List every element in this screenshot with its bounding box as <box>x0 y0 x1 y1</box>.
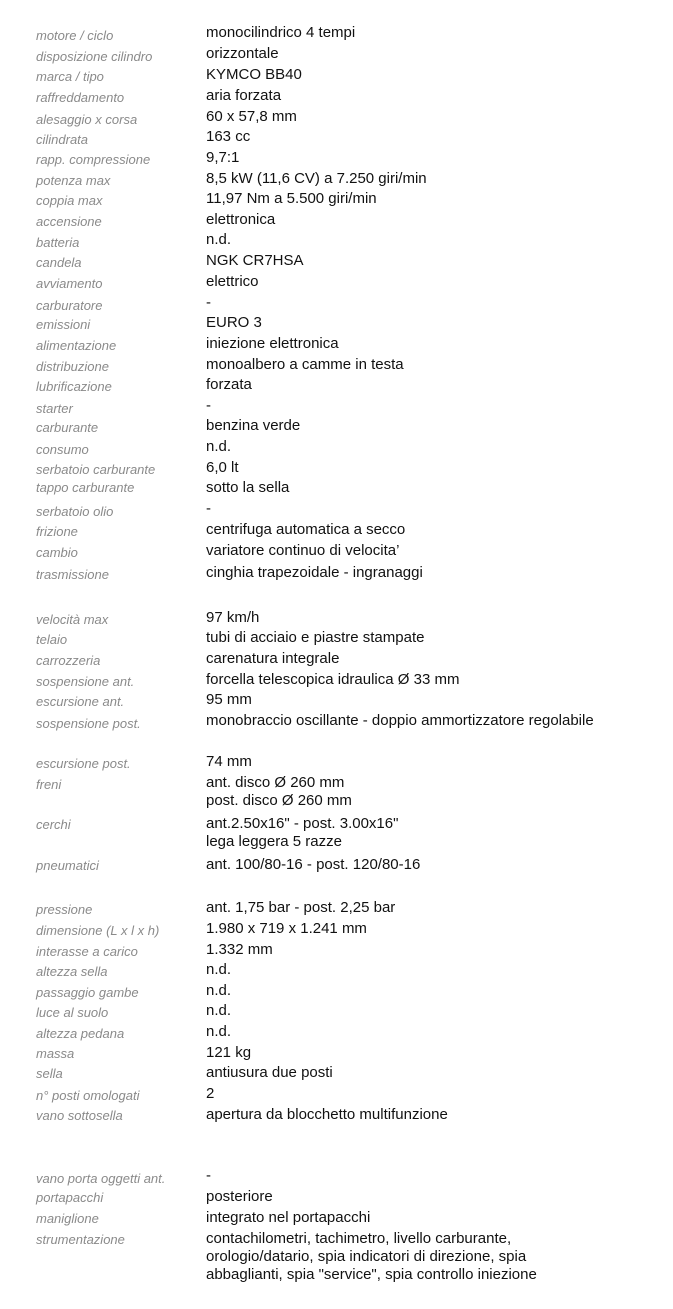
spec-label: lubrificazione <box>36 379 112 394</box>
spec-value <box>206 87 666 105</box>
spec-label: rapp. compressione <box>36 152 151 167</box>
spec-value <box>206 564 666 582</box>
spec-value <box>206 1188 666 1206</box>
spec-label: interasse a carico <box>36 944 138 959</box>
spec-label: consumo <box>36 442 89 457</box>
spec-value-line: ant. disco Ø 260 mm <box>206 774 345 791</box>
spec-label: accensione <box>36 214 102 229</box>
spec-label: alesaggio x corsa <box>36 112 138 127</box>
spec-value <box>206 712 666 730</box>
spec-label: passaggio gambe <box>36 985 139 1000</box>
spec-value-line: - <box>206 1167 211 1184</box>
spec-value-line: centrifuga automatica a secco <box>206 521 406 538</box>
spec-value <box>206 1106 666 1124</box>
spec-value-line: 11,97 Nm a 5.500 giri/min <box>206 190 377 207</box>
spec-label: sospensione ant. <box>36 674 135 689</box>
spec-value <box>206 459 666 477</box>
spec-value <box>206 376 666 394</box>
spec-value-line: 97 km/h <box>206 609 260 626</box>
spec-value <box>206 753 666 771</box>
spec-value-line: cinghia trapezoidale - ingranaggi <box>206 564 423 581</box>
spec-value <box>206 500 666 518</box>
spec-label: trasmissione <box>36 567 109 582</box>
spec-value-line: monobraccio oscillante - doppio ammortizzatore regolabile <box>206 712 594 729</box>
spec-label: avviamento <box>36 276 103 291</box>
spec-value <box>206 190 666 208</box>
spec-value-line: elettronica <box>206 211 276 228</box>
spec-label: massa <box>36 1046 75 1061</box>
spec-label: starter <box>36 401 73 416</box>
spec-value-line: forcella telescopica idraulica Ø 33 mm <box>206 671 460 688</box>
spec-value-line: 60 x 57,8 mm <box>206 108 297 125</box>
spec-value-line: 1.332 mm <box>206 941 273 958</box>
spec-value <box>206 961 666 979</box>
spec-label: pressione <box>36 902 93 917</box>
spec-value <box>206 314 666 332</box>
spec-value <box>206 982 666 1000</box>
spec-value-line: n.d. <box>206 961 232 978</box>
spec-value-line: 6,0 lt <box>206 459 239 476</box>
spec-label: potenza max <box>36 173 111 188</box>
spec-value <box>206 629 666 647</box>
spec-value-line: post. disco Ø 260 mm <box>206 792 352 809</box>
spec-label: carburatore <box>36 298 103 313</box>
spec-label: cilindrata <box>36 132 89 147</box>
spec-value <box>206 671 666 689</box>
spec-value-line: tubi di acciaio e piastre stampate <box>206 629 425 646</box>
spec-value <box>206 128 666 146</box>
spec-value-line: contachilometri, tachimetro, livello carburante, <box>206 1230 512 1247</box>
spec-value <box>206 521 666 539</box>
spec-value <box>206 1230 666 1284</box>
spec-value-line: forzata <box>206 376 252 393</box>
spec-value <box>206 149 666 167</box>
spec-label: pneumatici <box>36 858 99 873</box>
spec-label: tappo carburante <box>36 480 135 495</box>
spec-value-line: carenatura integrale <box>206 650 340 667</box>
spec-value <box>206 856 666 874</box>
spec-value <box>206 211 666 229</box>
spec-value-line: ant. 1,75 bar - post. 2,25 bar <box>206 899 396 916</box>
spec-value <box>206 294 666 312</box>
spec-value <box>206 108 666 126</box>
spec-value-line: lega leggera 5 razze <box>206 833 342 850</box>
spec-value <box>206 774 666 810</box>
spec-label: maniglione <box>36 1211 99 1226</box>
spec-value <box>206 417 666 435</box>
spec-label: velocità max <box>36 612 109 627</box>
spec-value <box>206 231 666 249</box>
spec-label: sella <box>36 1066 63 1081</box>
spec-label: escursione ant. <box>36 694 125 709</box>
spec-value-line: ant. 100/80-16 - post. 120/80-16 <box>206 856 421 873</box>
spec-label: altezza pedana <box>36 1026 125 1041</box>
spec-value-line: 1.980 x 719 x 1.241 mm <box>206 920 367 937</box>
spec-value-line: posteriore <box>206 1188 273 1205</box>
spec-value-line: - <box>206 294 211 311</box>
spec-label: emissioni <box>36 317 91 332</box>
spec-label: serbatoio carburante <box>36 462 156 477</box>
spec-value-line: ant.2.50x16" - post. 3.00x16" <box>206 815 399 832</box>
spec-value <box>206 273 666 291</box>
spec-label: strumentazione <box>36 1232 125 1247</box>
spec-label: carburante <box>36 420 99 435</box>
spec-value <box>206 1209 666 1227</box>
spec-value <box>206 335 666 353</box>
spec-value-line: NGK CR7HSA <box>206 252 304 269</box>
spec-value <box>206 650 666 668</box>
spec-value-line: sotto la sella <box>206 479 290 496</box>
spec-value-line: n.d. <box>206 231 232 248</box>
spec-label: serbatoio olio <box>36 504 114 519</box>
spec-value <box>206 479 666 497</box>
spec-label: escursione post. <box>36 756 131 771</box>
spec-value-line: - <box>206 397 211 414</box>
spec-value-line: 2 <box>206 1085 215 1102</box>
spec-value-line: antiusura due posti <box>206 1064 333 1081</box>
spec-value-line: 121 kg <box>206 1044 252 1061</box>
spec-value <box>206 356 666 374</box>
spec-label: vano sottosella <box>36 1108 123 1123</box>
spec-value-line: n.d. <box>206 1023 232 1040</box>
spec-value-line: EURO 3 <box>206 314 262 331</box>
spec-value-line: 8,5 kW (11,6 CV) a 7.250 giri/min <box>206 170 427 187</box>
spec-value <box>206 899 666 917</box>
spec-value <box>206 1085 666 1103</box>
spec-value <box>206 438 666 456</box>
spec-label: distribuzione <box>36 359 109 374</box>
spec-value-line: n.d. <box>206 1002 232 1019</box>
spec-value <box>206 170 666 188</box>
spec-value <box>206 24 666 42</box>
spec-label: telaio <box>36 632 68 647</box>
spec-value <box>206 609 666 627</box>
spec-value-line: abbaglianti, spia "service", spia controllo iniezione <box>206 1266 537 1283</box>
spec-value-line: n.d. <box>206 982 232 999</box>
spec-value-line: apertura da blocchetto multifunzione <box>206 1106 448 1123</box>
spec-label: candela <box>36 255 82 270</box>
spec-value <box>206 920 666 938</box>
spec-label: luce al suolo <box>36 1005 109 1020</box>
spec-label: coppia max <box>36 193 103 208</box>
spec-value-line: variatore continuo di velocita’ <box>206 542 400 559</box>
spec-value <box>206 1167 666 1185</box>
spec-value-line: monoalbero a camme in testa <box>206 356 404 373</box>
spec-value-line: monocilindrico 4 tempi <box>206 24 356 41</box>
spec-value <box>206 691 666 709</box>
spec-value <box>206 1002 666 1020</box>
spec-value <box>206 1023 666 1041</box>
spec-value-line: aria forzata <box>206 87 282 104</box>
spec-value-line: iniezione elettronica <box>206 335 339 352</box>
spec-value-line: elettrico <box>206 273 259 290</box>
spec-label: raffreddamento <box>36 90 125 105</box>
spec-value <box>206 1044 666 1062</box>
spec-value <box>206 66 666 84</box>
spec-label: cerchi <box>36 817 71 832</box>
spec-label: n° posti omologati <box>36 1088 140 1103</box>
spec-value-line: - <box>206 500 211 517</box>
spec-label: cambio <box>36 545 78 560</box>
spec-value-line: 9,7:1 <box>206 149 240 166</box>
spec-value-line: 95 mm <box>206 691 252 708</box>
spec-value-line: 163 cc <box>206 128 251 145</box>
spec-value <box>206 252 666 270</box>
spec-value <box>206 542 666 560</box>
spec-value <box>206 397 666 415</box>
spec-label: dimensione (L x l x h) <box>36 923 160 938</box>
spec-label: marca / tipo <box>36 69 104 84</box>
spec-value <box>206 941 666 959</box>
spec-value-line: orologio/datario, spia indicatori di direzione, spia <box>206 1248 527 1265</box>
spec-label: batteria <box>36 235 80 250</box>
spec-value-line: integrato nel portapacchi <box>206 1209 371 1226</box>
spec-label: portapacchi <box>36 1190 104 1205</box>
spec-value <box>206 45 666 63</box>
spec-label: motore / ciclo <box>36 28 114 43</box>
spec-label: alimentazione <box>36 338 117 353</box>
spec-label: vano porta oggetti ant. <box>36 1171 166 1186</box>
spec-value-line: orizzontale <box>206 45 279 62</box>
spec-value-line: KYMCO BB40 <box>206 66 302 83</box>
spec-label: freni <box>36 777 62 792</box>
spec-label: disposizione cilindro <box>36 49 153 64</box>
spec-value <box>206 1064 666 1082</box>
spec-label: frizione <box>36 524 78 539</box>
spec-value-line: 74 mm <box>206 753 252 770</box>
spec-value-line: n.d. <box>206 438 232 455</box>
spec-label: carrozzeria <box>36 653 101 668</box>
spec-value-line: benzina verde <box>206 417 301 434</box>
spec-value <box>206 815 666 851</box>
spec-label: altezza sella <box>36 964 108 979</box>
spec-label: sospensione post. <box>36 716 141 731</box>
